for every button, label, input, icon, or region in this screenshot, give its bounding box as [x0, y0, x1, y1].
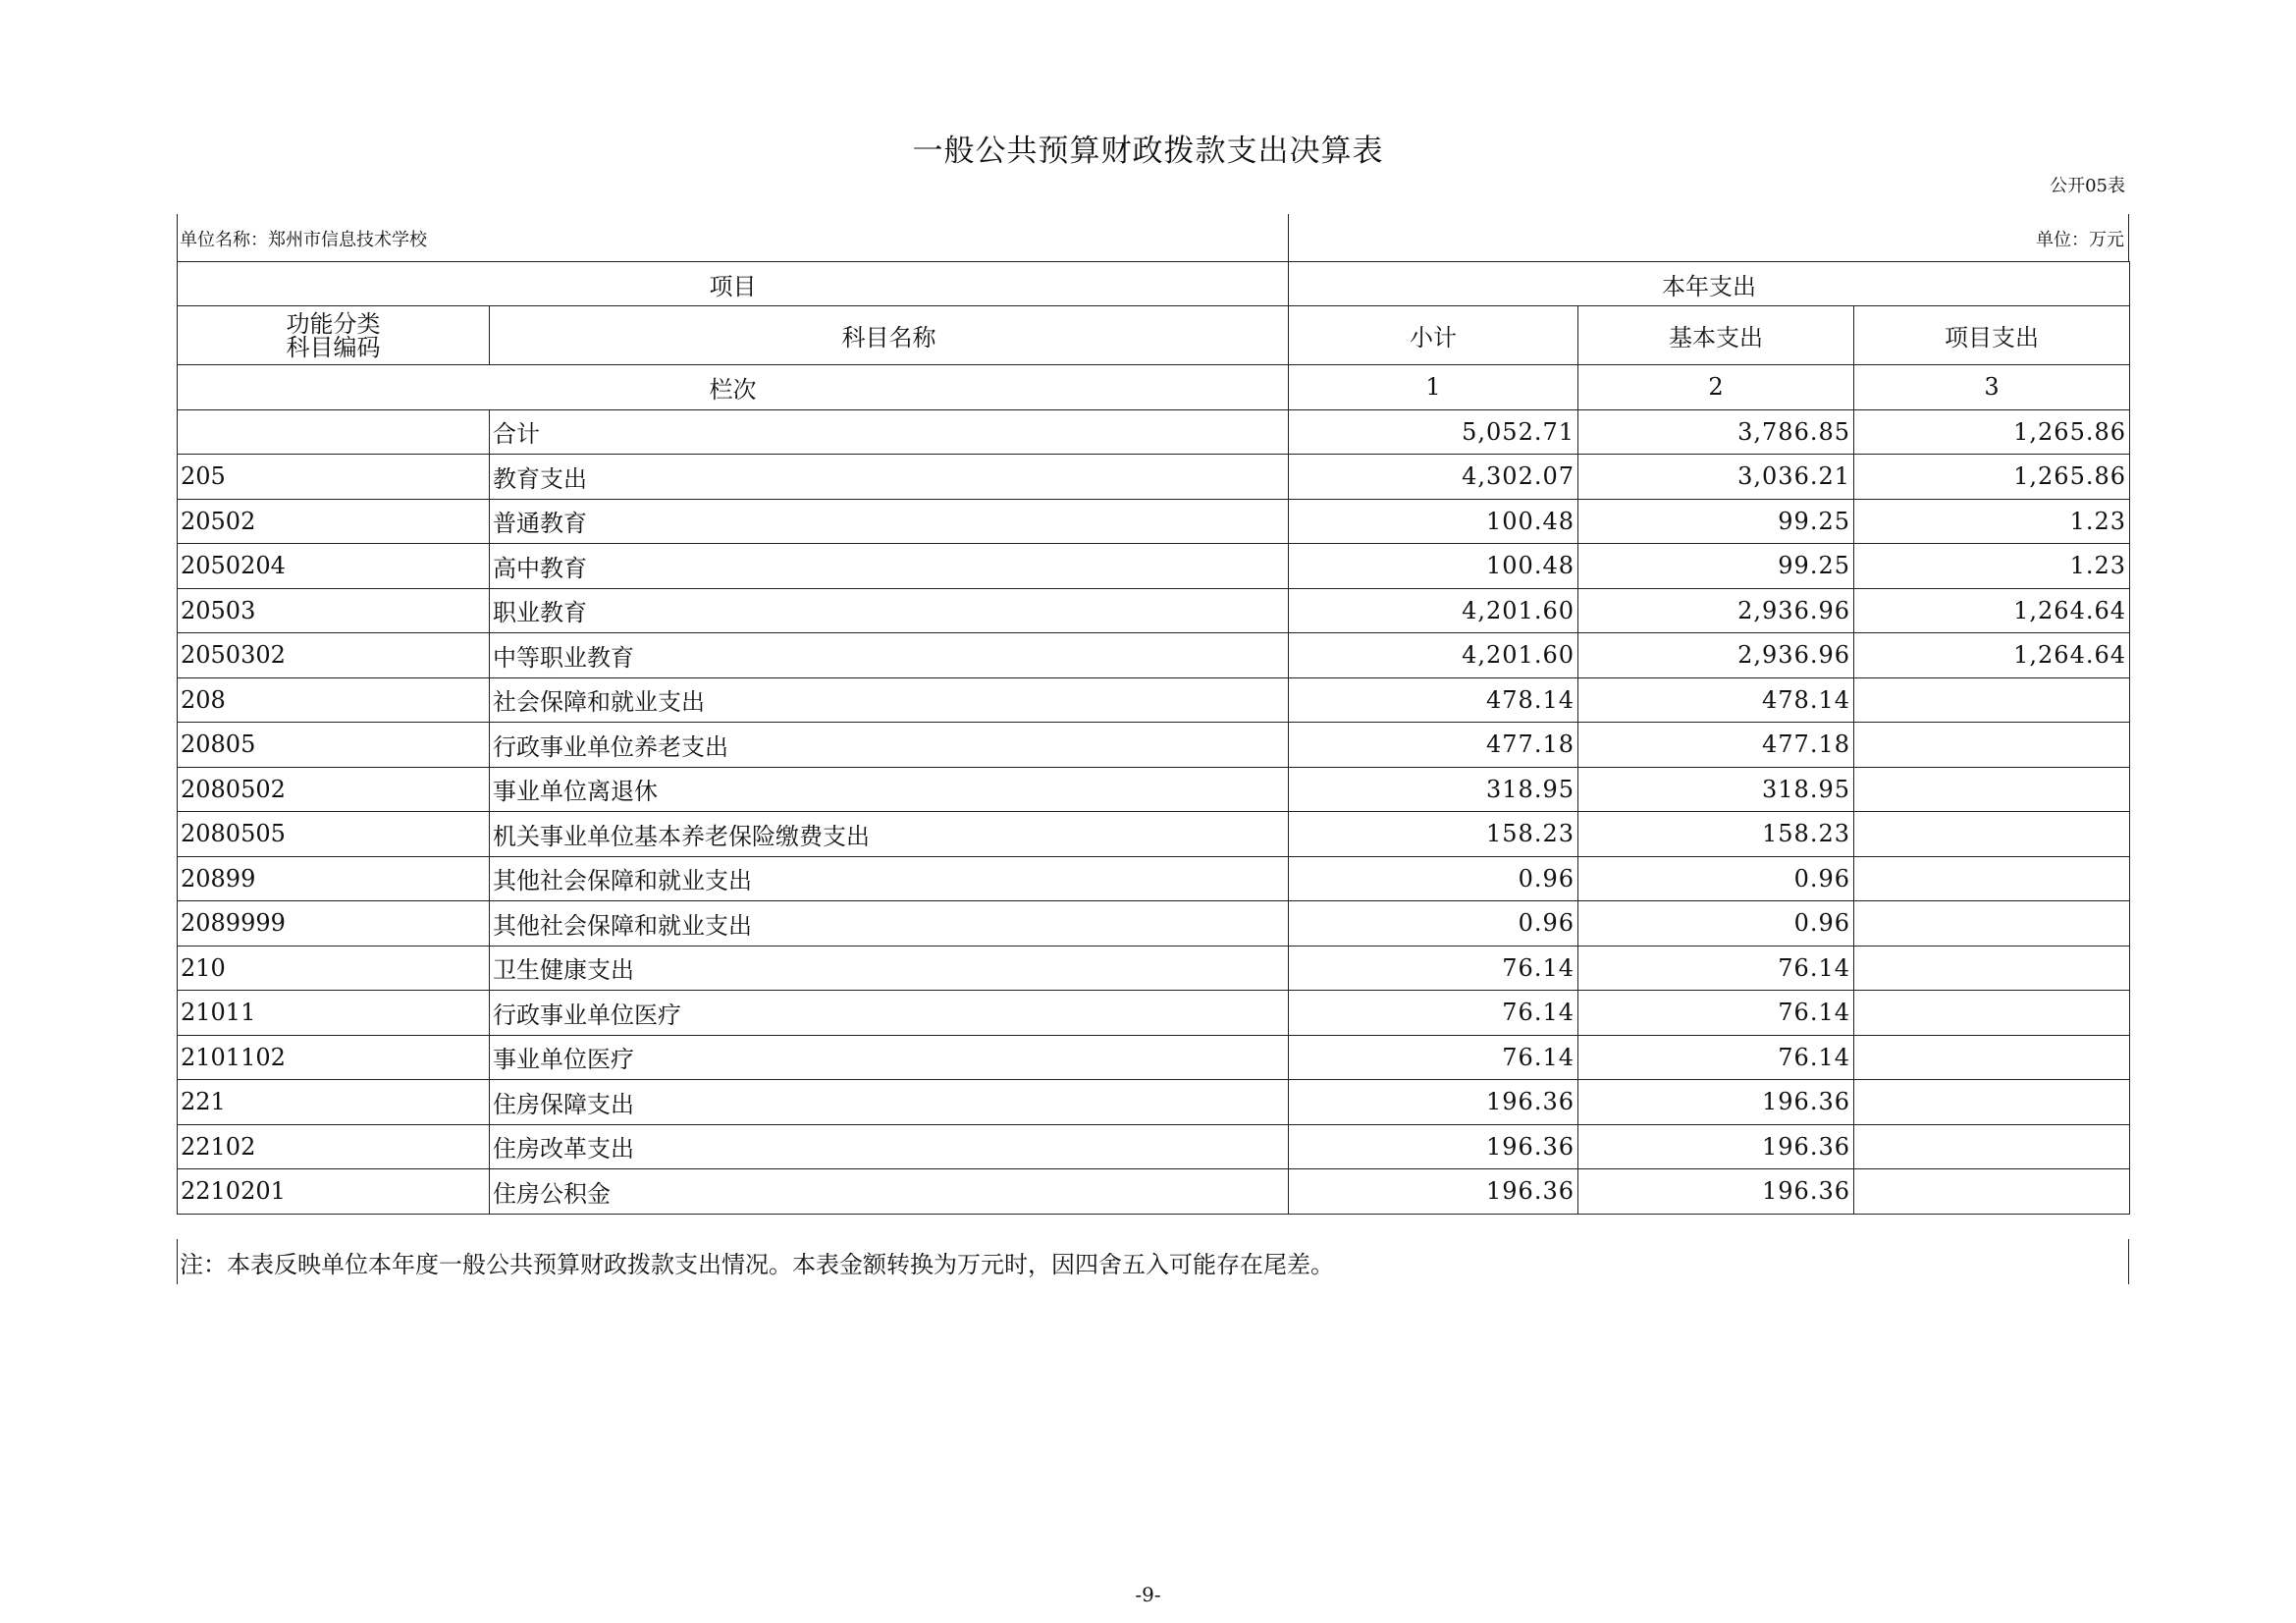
unit-label: 单位：万元 [2036, 230, 2124, 250]
row-subject-name: 住房公积金 [490, 1169, 1289, 1215]
row-subject-name: 事业单位离退休 [490, 767, 1289, 812]
row-subject-name: 事业单位医疗 [490, 1035, 1289, 1080]
row-basic: 196.36 [1578, 1124, 1854, 1169]
row-subtotal: 158.23 [1289, 812, 1578, 857]
row-project: 1,265.86 [1854, 409, 2130, 455]
row-code: 21011 [178, 991, 490, 1036]
table-row [178, 991, 2130, 1036]
row-subtotal: 76.14 [1289, 991, 1578, 1036]
table-row [178, 1124, 2130, 1169]
row-code: 20805 [178, 723, 490, 768]
row-subtotal: 0.96 [1289, 856, 1578, 901]
row-subject-name: 住房保障支出 [490, 1080, 1289, 1125]
unit-name: 单位名称：郑州市信息技术学校 [178, 214, 1289, 261]
row-basic: 3,036.21 [1578, 455, 1854, 500]
table-row [178, 767, 2130, 812]
row-code: 20503 [178, 588, 490, 633]
table-row [178, 677, 2130, 723]
header-subject: 科目名称 [490, 306, 1289, 365]
header-code-line2: 科目编码 [286, 333, 381, 361]
table-row [178, 946, 2130, 991]
row-basic: 196.36 [1578, 1169, 1854, 1215]
row-subtotal: 477.18 [1289, 723, 1578, 768]
page-number: -9- [1135, 1583, 1161, 1606]
row-code: 2089999 [178, 901, 490, 947]
row-subject-name: 机关事业单位基本养老保险缴费支出 [490, 812, 1289, 857]
row-code: 2101102 [178, 1035, 490, 1080]
row-subject-name: 社会保障和就业支出 [490, 677, 1289, 723]
row-code: 2080505 [178, 812, 490, 857]
row-basic: 2,936.96 [1578, 633, 1854, 678]
row-basic: 0.96 [1578, 856, 1854, 901]
table-row [178, 1169, 2130, 1215]
budget-sheet [177, 214, 2129, 1215]
column-index-2: 2 [1578, 365, 1854, 410]
row-subtotal: 76.14 [1289, 946, 1578, 991]
column-index-label: 栏次 [178, 365, 1289, 410]
expenditure-table [177, 261, 2130, 1215]
row-subject-name: 住房改革支出 [490, 1124, 1289, 1169]
row-project [1854, 991, 2130, 1036]
row-basic: 99.25 [1578, 499, 1854, 544]
meta-row [177, 214, 2129, 261]
row-code: 210 [178, 946, 490, 991]
row-subtotal: 5,052.71 [1289, 409, 1578, 455]
row-project: 1,265.86 [1854, 455, 2130, 500]
row-subject-name: 卫生健康支出 [490, 946, 1289, 991]
row-project: 1,264.64 [1854, 633, 2130, 678]
row-subtotal: 0.96 [1289, 901, 1578, 947]
row-project [1854, 723, 2130, 768]
row-code: 2050302 [178, 633, 490, 678]
row-subject-name: 行政事业单位医疗 [490, 991, 1289, 1036]
table-row [178, 723, 2130, 768]
row-project: 1.23 [1854, 544, 2130, 589]
row-subtotal: 4,201.60 [1289, 633, 1578, 678]
header-item: 项目 [178, 262, 1289, 306]
table-row [178, 1080, 2130, 1125]
table-row [178, 812, 2130, 857]
row-basic: 3,786.85 [1578, 409, 1854, 455]
row-subtotal: 4,302.07 [1289, 455, 1578, 500]
row-basic: 196.36 [1578, 1080, 1854, 1125]
table-row [178, 409, 2130, 455]
row-project [1854, 767, 2130, 812]
row-subtotal: 478.14 [1289, 677, 1578, 723]
row-code: 20899 [178, 856, 490, 901]
row-code: 2210201 [178, 1169, 490, 1215]
row-code: 20502 [178, 499, 490, 544]
row-code: 22102 [178, 1124, 490, 1169]
header-code [178, 306, 490, 365]
row-basic: 99.25 [1578, 544, 1854, 589]
row-basic: 2,936.96 [1578, 588, 1854, 633]
form-number: 公开05表 [2050, 176, 2125, 196]
row-subject-name: 其他社会保障和就业支出 [490, 856, 1289, 901]
header-this-year: 本年支出 [1289, 262, 2130, 306]
row-subtotal: 4,201.60 [1289, 588, 1578, 633]
header-subtotal: 小计 [1289, 306, 1578, 365]
row-basic: 76.14 [1578, 991, 1854, 1036]
row-subtotal: 196.36 [1289, 1169, 1578, 1215]
table-row [178, 499, 2130, 544]
row-code: 208 [178, 677, 490, 723]
row-subtotal: 196.36 [1289, 1124, 1578, 1169]
row-subtotal: 100.48 [1289, 544, 1578, 589]
row-code: 221 [178, 1080, 490, 1125]
table-row [178, 856, 2130, 901]
row-project [1854, 1080, 2130, 1125]
row-code [178, 409, 490, 455]
row-subject-name: 中等职业教育 [490, 633, 1289, 678]
row-project: 1.23 [1854, 499, 2130, 544]
row-project [1854, 677, 2130, 723]
row-basic: 318.95 [1578, 767, 1854, 812]
row-code: 2050204 [178, 544, 490, 589]
header-basic: 基本支出 [1578, 306, 1854, 365]
table-note: 注：本表反映单位本年度一般公共预算财政拨款支出情况。本表金额转换为万元时，因四舍五入可能存在尾差。 [177, 1239, 2129, 1284]
row-project [1854, 856, 2130, 901]
row-subtotal: 318.95 [1289, 767, 1578, 812]
row-project [1854, 1169, 2130, 1215]
table-row [178, 455, 2130, 500]
row-code: 2080502 [178, 767, 490, 812]
row-project [1854, 1124, 2130, 1169]
row-subtotal: 76.14 [1289, 1035, 1578, 1080]
header-row-1 [178, 262, 2130, 306]
table-row [178, 1035, 2130, 1080]
row-subtotal: 100.48 [1289, 499, 1578, 544]
row-basic: 76.14 [1578, 1035, 1854, 1080]
row-subject-name: 行政事业单位养老支出 [490, 723, 1289, 768]
row-subject-name: 职业教育 [490, 588, 1289, 633]
column-index-3: 3 [1854, 365, 2130, 410]
table-row [178, 901, 2130, 947]
row-project [1854, 901, 2130, 947]
row-subject-name: 其他社会保障和就业支出 [490, 901, 1289, 947]
table-row [178, 544, 2130, 589]
column-index-1: 1 [1289, 365, 1578, 410]
row-project: 1,264.64 [1854, 588, 2130, 633]
row-basic: 158.23 [1578, 812, 1854, 857]
row-code: 205 [178, 455, 490, 500]
column-index-row [178, 365, 2130, 410]
row-project [1854, 1035, 2130, 1080]
row-subject-name: 合计 [490, 409, 1289, 455]
row-basic: 477.18 [1578, 723, 1854, 768]
row-basic: 76.14 [1578, 946, 1854, 991]
table-row [178, 633, 2130, 678]
row-subtotal: 196.36 [1289, 1080, 1578, 1125]
row-project [1854, 812, 2130, 857]
header-code-line1: 功能分类 [286, 309, 381, 338]
page-title: 一般公共预算财政拨款支出决算表 [912, 134, 1384, 169]
table-row [178, 588, 2130, 633]
row-subject-name: 教育支出 [490, 455, 1289, 500]
row-subject-name: 普通教育 [490, 499, 1289, 544]
row-basic: 478.14 [1578, 677, 1854, 723]
row-basic: 0.96 [1578, 901, 1854, 947]
row-project [1854, 946, 2130, 991]
header-row-2 [178, 306, 2130, 365]
header-project: 项目支出 [1854, 306, 2130, 365]
row-subject-name: 高中教育 [490, 544, 1289, 589]
